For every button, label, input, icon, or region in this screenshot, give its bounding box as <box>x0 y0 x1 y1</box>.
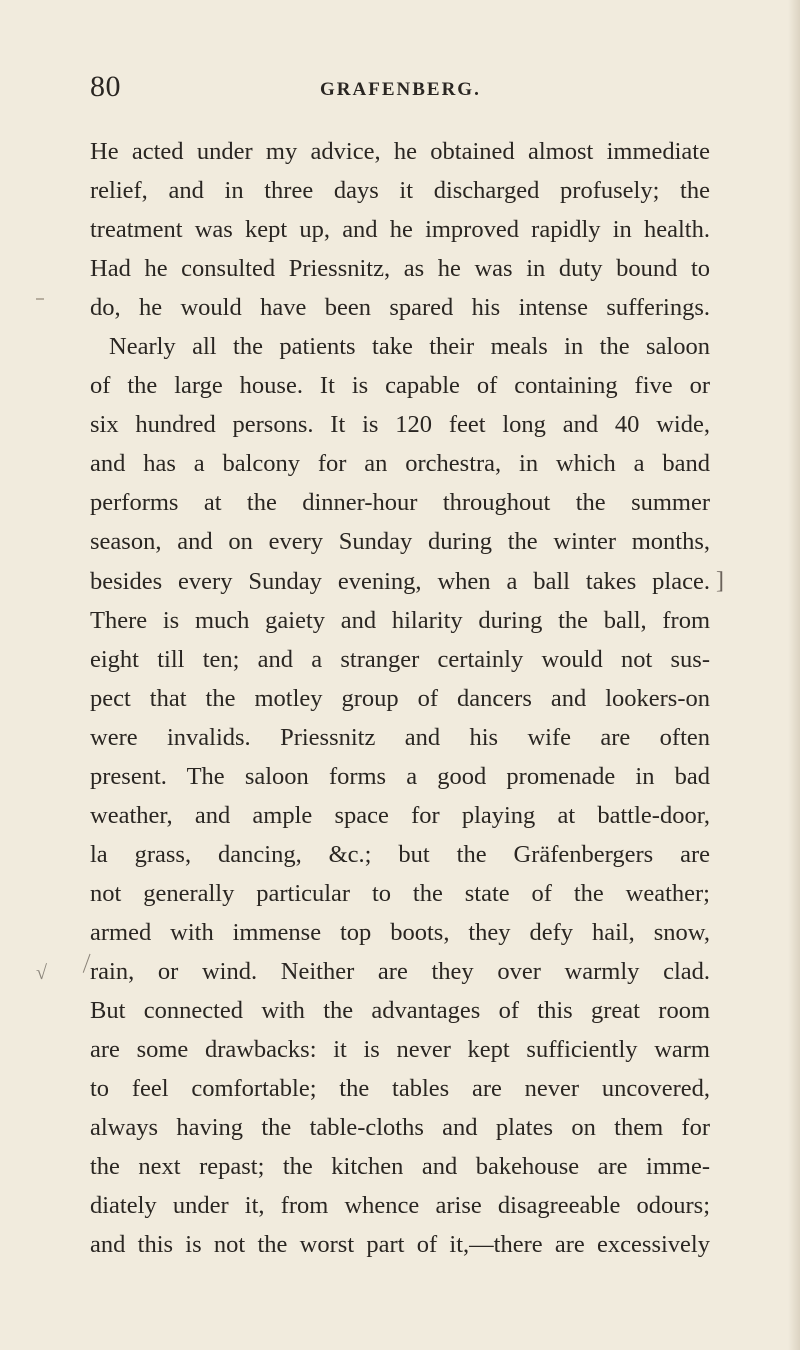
text-line: diately under it, from whence arise disagreeable odours; <box>90 1192 710 1220</box>
body-text <box>90 132 710 1264</box>
running-title: GRAFENBERG. <box>320 79 481 100</box>
text-line: besides every Sunday evening, when a ball takes place. <box>90 567 710 595</box>
text-line: pect that the motley group of dancers and lookers-on <box>90 684 710 712</box>
text-line: not generally particular to the state of the weather; <box>90 879 710 907</box>
text-line: But connected with the advantages of this great room <box>90 997 710 1025</box>
text-line: season, and on every Sunday during the winter months, <box>90 528 710 556</box>
margin-tick-mark <box>36 298 44 300</box>
page-number: 80 <box>90 70 121 103</box>
text-line: and this is not the worst part of it,—there are excessively <box>90 1231 710 1259</box>
text-line: armed with immense top boots, they defy hail, snow, <box>90 918 710 946</box>
text-line: rain, or wind. Neither are they over warmly clad. <box>90 957 710 985</box>
running-head <box>90 70 710 110</box>
text-line: were invalids. Priessnitz and his wife are often <box>90 723 710 751</box>
margin-bracket-mark: ] <box>716 568 724 594</box>
margin-check-mark: √ <box>36 962 47 984</box>
text-line: present. The saloon forms a good promenade in bad <box>90 762 710 790</box>
text-line: performs at the dinner-hour throughout the summer <box>90 489 710 517</box>
text-line: always having the table-cloths and plates on them for <box>90 1114 710 1142</box>
text-line: and has a balcony for an orchestra, in which a band <box>90 450 710 478</box>
text-line: relief, and in three days it discharged profusely; the <box>90 177 710 205</box>
text-line: Nearly all the patients take their meals in the saloon <box>109 333 710 361</box>
text-line: Had he consulted Priessnitz, as he was in duty bound to <box>90 255 710 283</box>
text-line: the next repast; the kitchen and bakehouse are imme- <box>90 1153 710 1181</box>
text-line: to feel comfortable; the tables are never uncovered, <box>90 1075 710 1103</box>
text-line: la grass, dancing, &c.; but the Gräfenbergers are <box>90 840 710 868</box>
text-line: do, he would have been spared his intense sufferings. <box>90 294 710 322</box>
text-line: eight till ten; and a stranger certainly would not sus- <box>90 645 710 673</box>
text-line: six hundred persons. It is 120 feet long and 40 wide, <box>90 411 710 439</box>
text-line: treatment was kept up, and he improved rapidly in health. <box>90 216 710 244</box>
text-line: weather, and ample space for playing at battle-door, <box>90 801 710 829</box>
page-edge-shadow <box>788 0 800 1350</box>
text-line: are some drawbacks: it is never kept sufficiently warm <box>90 1036 710 1064</box>
text-line: of the large house. It is capable of containing five or <box>90 372 710 400</box>
text-line: There is much gaiety and hilarity during the ball, from <box>90 606 710 634</box>
text-line: He acted under my advice, he obtained almost immediate <box>90 138 710 165</box>
